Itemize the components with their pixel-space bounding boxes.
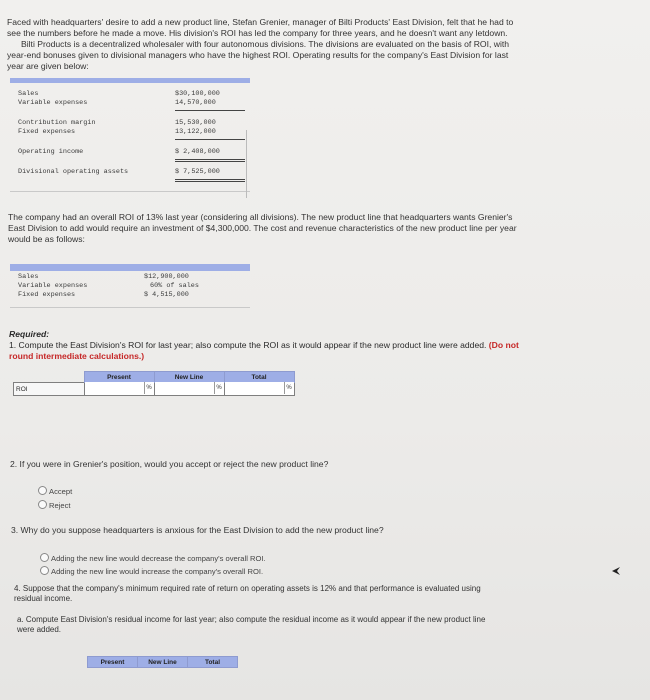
radio-circle[interactable] (38, 500, 47, 509)
scroll-divider (246, 130, 247, 198)
residual-income-table (17, 656, 238, 668)
radio-circle[interactable] (38, 486, 47, 495)
intro-line: Faced with headquarters' desire to add a new product line, Stefan Grenier, manager of Bilti Products' East Division, felt that he had to (7, 17, 514, 27)
underline (175, 139, 245, 140)
roi-new-line-input[interactable] (155, 382, 224, 394)
sales-value: $30,100,000 (175, 90, 220, 98)
intro-line: year are given below: (7, 61, 89, 71)
divisional-assets-value: $ 7,525,000 (175, 168, 220, 176)
roi-row-label: ROI (14, 383, 85, 396)
q2-text: 2. If you were in Grenier's position, would you accept or reject the new product line? (10, 459, 329, 469)
ri-col-new-line: New Line (138, 657, 188, 668)
double-underline (175, 161, 245, 162)
operating-income-label: Operating income (18, 148, 84, 156)
roi-total-input[interactable] (225, 382, 294, 394)
nl-variable-value: 60% of sales (150, 282, 199, 290)
operating-income-value: $ 2,408,000 (175, 148, 220, 156)
para-line: would be as follows: (8, 234, 85, 244)
radio-increase[interactable] (40, 566, 263, 577)
radio-accept[interactable] (38, 486, 72, 497)
ri-col-present: Present (88, 657, 138, 668)
nl-sales-value: $12,900,000 (144, 273, 189, 281)
intro-line: year-end bonuses given to divisional managers who have the highest ROI. Operating results for the company's East Division for last (7, 50, 509, 60)
fixed-expenses-value: 13,122,000 (175, 128, 216, 136)
nl-fixed-label: Fixed expenses (18, 291, 76, 299)
sales-label: Sales (18, 90, 39, 98)
contribution-margin-value: 15,530,000 (175, 119, 216, 127)
q1-line (9, 340, 519, 351)
roi-new-line-cell (154, 383, 224, 396)
q4a-line: a. Compute East Division's residual income for last year; also compute the residual income as it would appear if the new product line (17, 615, 486, 624)
roi-table (13, 371, 295, 396)
q1-note: (Do not (488, 340, 519, 350)
intro-line: Bilti Products is a decentralized wholesaler with four autonomous divisions. The divisions are evaluated on the basis of ROI, with (21, 39, 510, 49)
roi-present-cell (84, 383, 154, 396)
roi-present-input[interactable] (85, 382, 154, 394)
paragraph-two (8, 212, 638, 245)
q4-text (14, 584, 481, 604)
radio-increase-label: Adding the new line would increase the company's overall ROI. (51, 567, 264, 576)
fixed-expenses-label: Fixed expenses (18, 128, 76, 136)
divisional-assets-label: Divisional operating assets (18, 168, 129, 176)
ri-corner (17, 657, 88, 668)
q1-note-cont: round intermediate calculations.) (9, 351, 145, 361)
mouse-cursor-icon (611, 566, 621, 576)
radio-reject-label: Reject (49, 501, 71, 510)
radio-decrease[interactable] (40, 553, 266, 564)
para-line: East Division to add would require an investment of $4,300,000. The cost and revenue characteristics of the new product line per year (8, 223, 517, 233)
col-total: Total (224, 372, 294, 383)
required-heading: Required: (9, 329, 50, 339)
roi-total-cell (224, 383, 294, 396)
radio-decrease-label: Adding the new line would decrease the company's overall ROI. (51, 554, 266, 563)
q4a-text (17, 615, 485, 635)
table-header-bar (10, 264, 250, 271)
percent-suffix: % (144, 382, 154, 394)
q4a-line: were added. (17, 625, 62, 634)
percent-suffix: % (284, 382, 294, 394)
radio-circle[interactable] (40, 553, 49, 562)
q4-line: residual income. (14, 594, 73, 603)
double-underline (175, 181, 245, 182)
percent-suffix: % (214, 382, 224, 394)
contribution-margin-label: Contribution margin (18, 119, 96, 127)
roi-corner (14, 372, 85, 383)
radio-circle[interactable] (40, 566, 49, 575)
q1-text: 1. Compute the East Division's ROI for last year; also compute the ROI as it would appear if the new product line were added. (9, 340, 487, 350)
nl-fixed-value: $ 4,515,000 (144, 291, 189, 299)
radio-accept-label: Accept (49, 487, 73, 496)
nl-variable-label: Variable expenses (18, 282, 88, 290)
variable-expenses-label: Variable expenses (18, 99, 88, 107)
q3-text: 3. Why do you suppose headquarters is anxious for the East Division to add the new product line? (11, 525, 384, 535)
double-underline (175, 159, 245, 160)
table-header-bar (10, 78, 250, 83)
required-section (9, 329, 519, 362)
nl-sales-label: Sales (18, 273, 39, 281)
col-present: Present (84, 372, 154, 383)
q4-line: 4. Suppose that the company's minimum required rate of return on operating assets is 12% and that performance is evaluated using (14, 584, 481, 593)
radio-reject[interactable] (38, 500, 71, 511)
ri-col-total: Total (188, 657, 238, 668)
col-new-line: New Line (154, 372, 224, 383)
double-underline (175, 179, 245, 180)
underline (175, 110, 245, 111)
para-line: The company had an overall ROI of 13% last year (considering all divisions). The new product line that headquarters wants Grenier's (8, 212, 513, 222)
variable-expenses-value: 14,570,000 (175, 99, 216, 107)
intro-paragraph (7, 17, 637, 72)
intro-line: see the numbers before he made a move. His division's ROI has led the company for three years, and he doesn't want any letdown. (7, 28, 508, 38)
